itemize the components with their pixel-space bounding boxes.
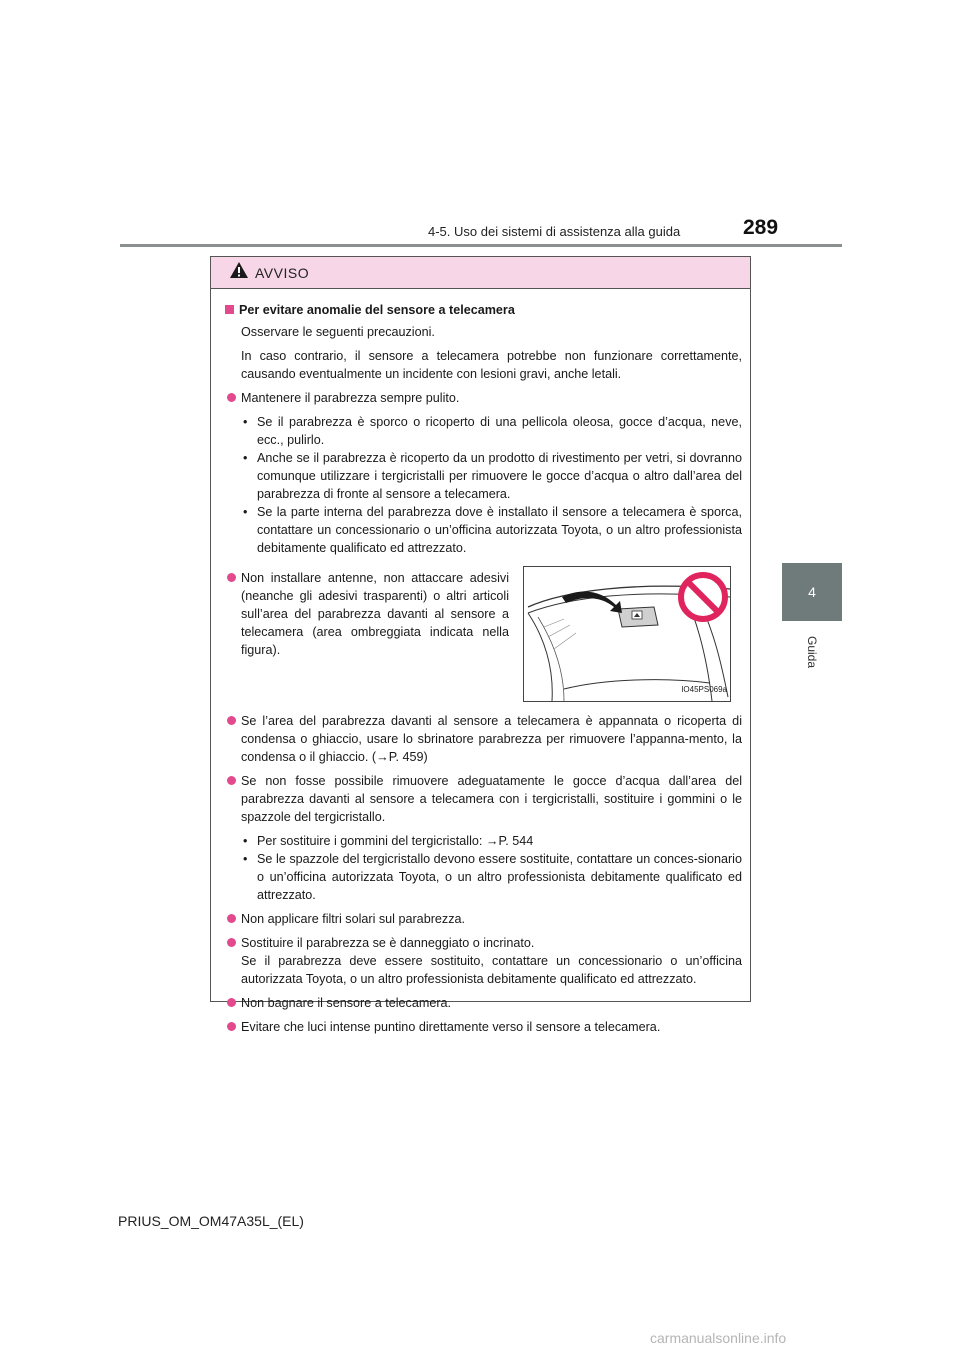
sub-item <box>225 413 742 449</box>
bullet-dot-icon <box>227 914 236 923</box>
sub-list <box>225 413 742 557</box>
bullet-item <box>225 1018 742 1036</box>
watermark: carmanualsonline.info <box>650 1330 787 1346</box>
chapter-tab[interactable] <box>782 563 842 621</box>
intro-text: Osservare le seguenti precauzioni. <box>241 325 435 339</box>
chapter-label <box>782 622 842 682</box>
bullet-text: Sostituire il parabrezza se è danneggiato o incrinato. <box>241 936 535 950</box>
sub-bullet: • <box>243 415 248 429</box>
warning-box <box>210 256 751 1034</box>
warning-header <box>211 257 750 289</box>
bullet-item <box>225 389 742 407</box>
bullet-text: Non installare antenne, non attaccare adesivi (neanche gli adesivi trasparenti) o altri articoli sull’area del parabrezza davanti al sensore a telecamera (area ombreggiata indicata nella figura). <box>241 571 509 657</box>
sub-item <box>225 832 742 850</box>
bullet-item <box>225 712 742 766</box>
bullet-text: Mantenere il parabrezza sempre pulito. <box>241 391 460 405</box>
square-bullet-icon <box>225 305 234 314</box>
warning-triangle-icon <box>229 261 249 284</box>
sub-item-text: Per sostituire i gommini del tergicristallo: →P. 544 <box>257 834 534 848</box>
sub-bullet: • <box>243 852 248 866</box>
sub-bullet: • <box>243 834 248 848</box>
bullet-text: Se non fosse possibile rimuovere adeguatamente le gocce d’acqua dall’area del parabrezza davanti al sensore a telecamera con i tergicristalli, sostituire i gommini o le spazzole del tergicristallo. <box>241 774 742 824</box>
sub-item <box>225 850 742 904</box>
warning-body <box>211 289 750 1036</box>
sub-item <box>225 449 742 503</box>
bullet-item <box>225 994 742 1012</box>
sub-bullet: • <box>243 505 248 519</box>
prohibition-icon <box>681 575 725 619</box>
bullet-text: Non bagnare il sensore a telecamera. <box>241 996 452 1010</box>
bullet-dot-icon <box>227 776 236 785</box>
bullet-text: Se l’area del parabrezza davanti al sensore a telecamera è appannata o ricoperta di condensa o ghiaccio, usare lo sbrinatore parabrezza per rimuovere l’appanna-mento, la condensa o il ghiaccio. (→P. 459) <box>241 714 742 764</box>
sub-item <box>225 503 742 557</box>
warning-section-heading <box>225 301 742 319</box>
bullet-item <box>225 569 509 702</box>
figure-row <box>225 569 742 702</box>
chapter-label-text: Guida <box>805 635 819 669</box>
bullet-text-continued: Se il parabrezza deve essere sostituito, contattare un concessionario o un’officina autorizzata Toyota, o un altro professionista debitamente qualificato ed attrezzato. <box>241 954 742 986</box>
windshield-figure <box>523 566 731 702</box>
warning-section-title: Per evitare anomalie del sensore a telecamera <box>239 303 515 317</box>
chapter-number: 4 <box>808 584 816 600</box>
warning-title: AVVISO <box>255 264 310 281</box>
sub-list <box>225 832 742 904</box>
bullet-dot-icon <box>227 393 236 402</box>
figure-code: IO45PS069a <box>681 685 727 694</box>
bullet-text: Non applicare filtri solari sul parabrezza. <box>241 912 465 926</box>
bullet-dot-icon <box>227 716 236 725</box>
bullet-text: Evitare che luci intense puntino direttamente verso il sensore a telecamera. <box>241 1020 661 1034</box>
bullet-dot-icon <box>227 998 236 1007</box>
sub-item-text: Se le spazzole del tergicristallo devono essere sostituite, contattare un conces-sionario o un’officina autorizzata Toyota, o un altro professionista debitamente qualificato ed attrezzato. <box>257 852 742 902</box>
bullet-item <box>225 910 742 928</box>
sub-item-text: Se il parabrezza è sporco o ricoperto di una pellicola oleosa, gocce d’acqua, neve, ecc., pulirlo. <box>257 415 742 447</box>
bullet-item <box>225 772 742 826</box>
bullet-text-block <box>241 934 742 988</box>
bullet-dot-icon <box>227 938 236 947</box>
bullet-dot-icon <box>227 1022 236 1031</box>
bullet-item <box>225 934 742 988</box>
bullet-dot-icon <box>227 573 236 582</box>
document-code: PRIUS_OM_OM47A35L_(EL) <box>118 1213 304 1229</box>
header-divider <box>120 244 842 247</box>
sub-bullet: • <box>243 451 248 465</box>
intro-consequence: In caso contrario, il sensore a telecamera potrebbe non funzionare correttamente, causando eventualmente un incidente con lesioni gravi, anche letali. <box>241 349 742 381</box>
section-title: 4-5. Uso dei sistemi di assistenza alla guida <box>428 224 681 239</box>
sub-item-text: Se la parte interna del parabrezza dove è installato il sensore a telecamera è sporca, contattare un concessionario o un’officina autorizzata Toyota, o un altro professionista debitamente qualificato ed attrezzato. <box>257 505 742 555</box>
sub-item-text: Anche se il parabrezza è ricoperto da un prodotto di rivestimento per vetri, si dovranno comunque utilizzare i tergicristalli per rimuovere le gocce d’acqua o altro dall’area del parabrezza di fronte al sensore a telecamera. <box>257 451 742 501</box>
page-number: 289 <box>743 216 779 239</box>
